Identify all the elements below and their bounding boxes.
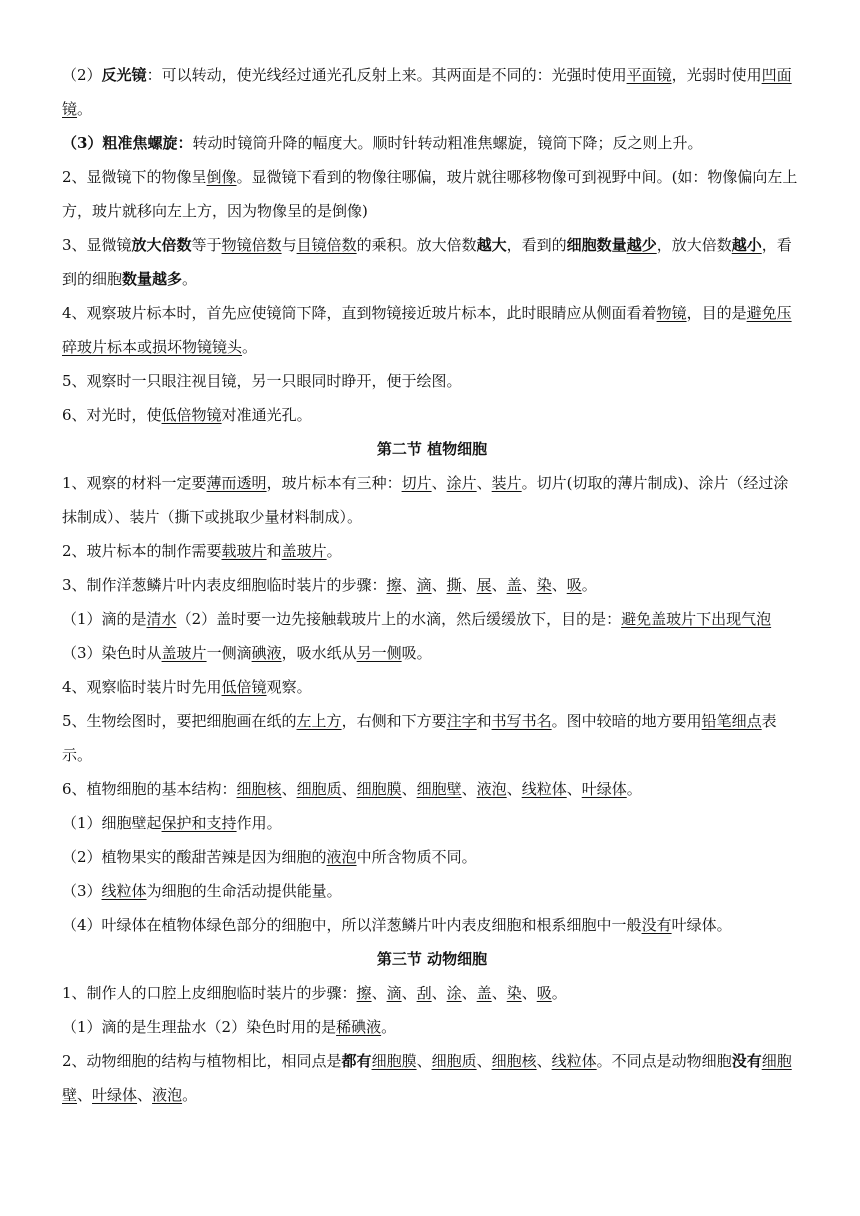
text-run: 5、观察时一只眼注视目镜，另一只眼同时睁开，便于绘图。 [62, 372, 462, 390]
text-run: 、 [506, 780, 522, 798]
emphasized-text: 载玻片 [221, 542, 267, 560]
text-run: 1、制作人的口腔上皮细胞临时装片的步骤： [62, 984, 357, 1002]
text-run: 、 [137, 1086, 153, 1104]
text-run: 4、观察玻片标本时，首先应使镜筒下降，直到物镜接近玻片标本，此时眼睛应从侧面看着 [62, 304, 657, 322]
text-run: 、 [536, 1052, 552, 1070]
text-run: 3、制作洋葱鳞片叶内表皮细胞临时装片的步骤： [62, 576, 387, 594]
emphasized-text: 液泡 [152, 1086, 183, 1104]
text-run: 。 [77, 100, 93, 118]
text-run: 、 [77, 1086, 93, 1104]
paragraph [62, 806, 802, 840]
emphasized-text: 保护和支持 [161, 814, 237, 832]
paragraph [62, 1010, 802, 1044]
text-run: 。不同点是动物细胞 [596, 1052, 732, 1070]
emphasized-text: 薄而透明 [206, 474, 267, 492]
emphasized-text: 另一侧 [356, 644, 402, 662]
text-run: 。 [551, 984, 567, 1002]
emphasized-text: 物镜 [656, 304, 687, 322]
text-run: （1）滴的是 [62, 610, 147, 628]
emphasized-text: 细胞核 [491, 1052, 537, 1070]
emphasized-text: 线粒体 [101, 882, 147, 900]
emphasized-text: 物镜倍数 [221, 236, 282, 254]
text-run: ，右侧和下方要 [341, 712, 447, 730]
emphasized-text: 细胞膜 [371, 1052, 417, 1070]
text-run: 、 [431, 576, 447, 594]
emphasized-text: 平面镜 [626, 66, 672, 84]
text-run: 。显微镜下看到的物像往哪偏，玻片就往哪移物像可到视野中间。(如：物像偏向左上方，玻片就移向左上方，因为物像呈的是倒像) [62, 168, 798, 220]
text-run: 的乘积。放大倍数 [356, 236, 477, 254]
emphasized-text: 放大倍数 [131, 236, 192, 254]
paragraph [62, 466, 802, 534]
emphasized-text: 都有 [341, 1052, 372, 1070]
emphasized-text: 细胞壁 [416, 780, 462, 798]
text-run: 作用。 [236, 814, 282, 832]
emphasized-text: 铅笔细点 [701, 712, 762, 730]
emphasized-text: 擦 [386, 576, 402, 594]
text-run: ：可以转动，使光线经过通光孔反射上来。其两面是不同的：光强时使用 [146, 66, 627, 84]
text-run: 、 [566, 780, 582, 798]
emphasized-text: 吸 [566, 576, 582, 594]
text-run: 与 [281, 236, 297, 254]
emphasized-text: 装片 [491, 474, 522, 492]
text-run: 观察。 [266, 678, 312, 696]
text-run: 。 [182, 270, 198, 288]
text-run: 、 [461, 780, 477, 798]
text-run: 、 [371, 984, 387, 1002]
emphasized-text: 稀碘液 [336, 1018, 382, 1036]
text-run: 、 [521, 984, 537, 1002]
text-run: 。 [626, 780, 642, 798]
text-run: 转动时镜筒升降的幅度大。顺时针转动粗准焦螺旋，镜筒下降；反之则上升。 [192, 134, 703, 152]
emphasized-text: （3）粗准焦螺旋： [62, 134, 193, 152]
emphasized-text: 细胞数量 [566, 236, 627, 254]
text-run: 、 [431, 984, 447, 1002]
text-run: 吸。 [401, 644, 432, 662]
paragraph [62, 772, 802, 806]
text-run: 5、生物绘图时，要把细胞画在纸的 [62, 712, 297, 730]
paragraph [62, 296, 802, 364]
paragraph [62, 568, 802, 602]
paragraph [62, 670, 802, 704]
text-run: 。 [182, 1086, 198, 1104]
text-run: （4）叶绿体在植物体绿色部分的细胞中，所以洋葱鳞片叶内表皮细胞和根系细胞中一般 [62, 916, 642, 934]
text-run: ，玻片标本有三种： [266, 474, 402, 492]
paragraph [62, 704, 802, 772]
text-run: 2、玻片标本的制作需要 [62, 542, 222, 560]
emphasized-text: 涂 [446, 984, 462, 1002]
text-run: （2）植物果实的酸甜苦辣是因为细胞的 [62, 848, 327, 866]
emphasized-text: 细胞质 [431, 1052, 477, 1070]
emphasized-text: 清水 [146, 610, 177, 628]
emphasized-text: 第三节 动物细胞 [376, 950, 488, 968]
text-run: 一侧滴 [206, 644, 252, 662]
emphasized-text: 左上方 [296, 712, 342, 730]
text-run: 和 [476, 712, 492, 730]
paragraph [62, 364, 802, 398]
text-run: （2） [62, 66, 102, 84]
text-run: 。 [326, 542, 342, 560]
text-run: 等于 [191, 236, 222, 254]
emphasized-text: 染 [536, 576, 552, 594]
text-run: （1）滴的是生理盐水（2）染色时用的是 [62, 1018, 337, 1036]
emphasized-text: 盖玻片 [161, 644, 207, 662]
text-run: 。 [581, 576, 597, 594]
emphasized-text: 越少 [626, 236, 657, 254]
emphasized-text: 擦 [356, 984, 372, 1002]
emphasized-text: 撕 [446, 576, 462, 594]
paragraph [62, 126, 802, 160]
emphasized-text: 吸 [536, 984, 552, 1002]
text-run: ，光弱时使用 [671, 66, 762, 84]
text-run: （3） [62, 882, 102, 900]
text-run: 和 [266, 542, 282, 560]
paragraph [62, 534, 802, 568]
text-run: 表示。 [62, 712, 777, 764]
text-run: ，放大倍数 [656, 236, 732, 254]
text-run: 。切片(切取的薄片制成)、涂片（经过涂抹制成）、装片（撕下或挑取少量材料制成）。 [62, 474, 789, 526]
emphasized-text: 展 [476, 576, 492, 594]
text-run: 、 [551, 576, 567, 594]
emphasized-text: 染 [506, 984, 522, 1002]
emphasized-text: 凹面镜 [62, 66, 792, 118]
text-run: 6、对光时，使 [62, 406, 162, 424]
text-run: 、 [521, 576, 537, 594]
emphasized-text: 低倍镜 [221, 678, 267, 696]
emphasized-text: 液泡 [476, 780, 507, 798]
emphasized-text: 叶绿体 [92, 1086, 138, 1104]
text-run: 、 [281, 780, 297, 798]
emphasized-text: 反光镜 [101, 66, 147, 84]
paragraph [62, 398, 802, 432]
text-run: 、 [491, 984, 507, 1002]
emphasized-text: 细胞膜 [356, 780, 402, 798]
text-run: 。 [381, 1018, 397, 1036]
text-run: 2、动物细胞的结构与植物相比，相同点是 [62, 1052, 342, 1070]
emphasized-text: 液泡 [326, 848, 357, 866]
section-heading [62, 432, 802, 466]
emphasized-text: 没有 [731, 1052, 762, 1070]
text-run: 1、观察的材料一定要 [62, 474, 207, 492]
text-run: 、 [461, 984, 477, 1002]
emphasized-text: 线粒体 [551, 1052, 597, 1070]
paragraph [62, 874, 802, 908]
emphasized-text: 细胞壁 [62, 1052, 792, 1104]
emphasized-text: 避免压碎玻片标本或损坏物镜镜头 [62, 304, 792, 356]
emphasized-text: 细胞核 [236, 780, 282, 798]
text-run: ，吸水纸从 [281, 644, 357, 662]
section-heading [62, 942, 802, 976]
text-run: 叶绿体。 [671, 916, 732, 934]
text-run: ，看到的 [506, 236, 567, 254]
emphasized-text: 叶绿体 [581, 780, 627, 798]
text-run: 6、植物细胞的基本结构： [62, 780, 237, 798]
paragraph [62, 602, 802, 670]
paragraph [62, 840, 802, 874]
emphasized-text: 切片 [401, 474, 432, 492]
emphasized-text: 盖玻片 [281, 542, 327, 560]
paragraph [62, 976, 802, 1010]
text-run: ，看到的细胞 [62, 236, 792, 288]
text-run: 对准通光孔。 [221, 406, 312, 424]
text-run: 4、观察临时装片时先用 [62, 678, 222, 696]
emphasized-text: 涂片 [446, 474, 477, 492]
paragraph [62, 228, 802, 296]
emphasized-text: 倒像 [206, 168, 237, 186]
paragraph [62, 58, 802, 126]
emphasized-text: 线粒体 [521, 780, 567, 798]
text-run: 。图中较暗的地方要用 [551, 712, 702, 730]
text-run: 、 [401, 780, 417, 798]
paragraph [62, 1044, 802, 1112]
emphasized-text: 避免盖玻片下出现气泡 [621, 610, 772, 628]
emphasized-text: 盖 [476, 984, 492, 1002]
text-run: 2、显微镜下的物像呈 [62, 168, 207, 186]
text-run: 、 [476, 1052, 492, 1070]
text-run: 、 [416, 1052, 432, 1070]
emphasized-text: 越大 [476, 236, 507, 254]
paragraph [62, 160, 802, 228]
text-run: （2）盖时要一边先接触载玻片上的水滴，然后缓缓放下，目的是： [176, 610, 622, 628]
document-body [62, 58, 802, 1112]
emphasized-text: 越小 [731, 236, 762, 254]
text-run: （3）染色时从 [62, 644, 162, 662]
text-run: 、 [461, 576, 477, 594]
text-run: 、 [341, 780, 357, 798]
emphasized-text: 滴 [386, 984, 402, 1002]
text-run: 、 [401, 984, 417, 1002]
emphasized-text: 数量越多 [122, 270, 183, 288]
emphasized-text: 滴 [416, 576, 432, 594]
text-run: （1）细胞壁起 [62, 814, 162, 832]
emphasized-text: 没有 [641, 916, 672, 934]
emphasized-text: 第二节 植物细胞 [376, 440, 488, 458]
emphasized-text: 刮 [416, 984, 432, 1002]
emphasized-text: 注字 [446, 712, 477, 730]
text-run: 、 [476, 474, 492, 492]
paragraph [62, 908, 802, 942]
text-run: 。 [242, 338, 258, 356]
emphasized-text: 细胞质 [296, 780, 342, 798]
text-run: 、 [431, 474, 447, 492]
text-run: 中所含物质不同。 [356, 848, 477, 866]
emphasized-text: 书写书名 [491, 712, 552, 730]
emphasized-text: 碘液 [251, 644, 282, 662]
emphasized-text: 目镜倍数 [296, 236, 357, 254]
emphasized-text: 盖 [506, 576, 522, 594]
text-run: 为细胞的生命活动提供能量。 [146, 882, 342, 900]
text-run: 3、显微镜 [62, 236, 132, 254]
text-run: 、 [491, 576, 507, 594]
text-run: 、 [401, 576, 417, 594]
emphasized-text: 低倍物镜 [161, 406, 222, 424]
text-run: ，目的是 [686, 304, 747, 322]
